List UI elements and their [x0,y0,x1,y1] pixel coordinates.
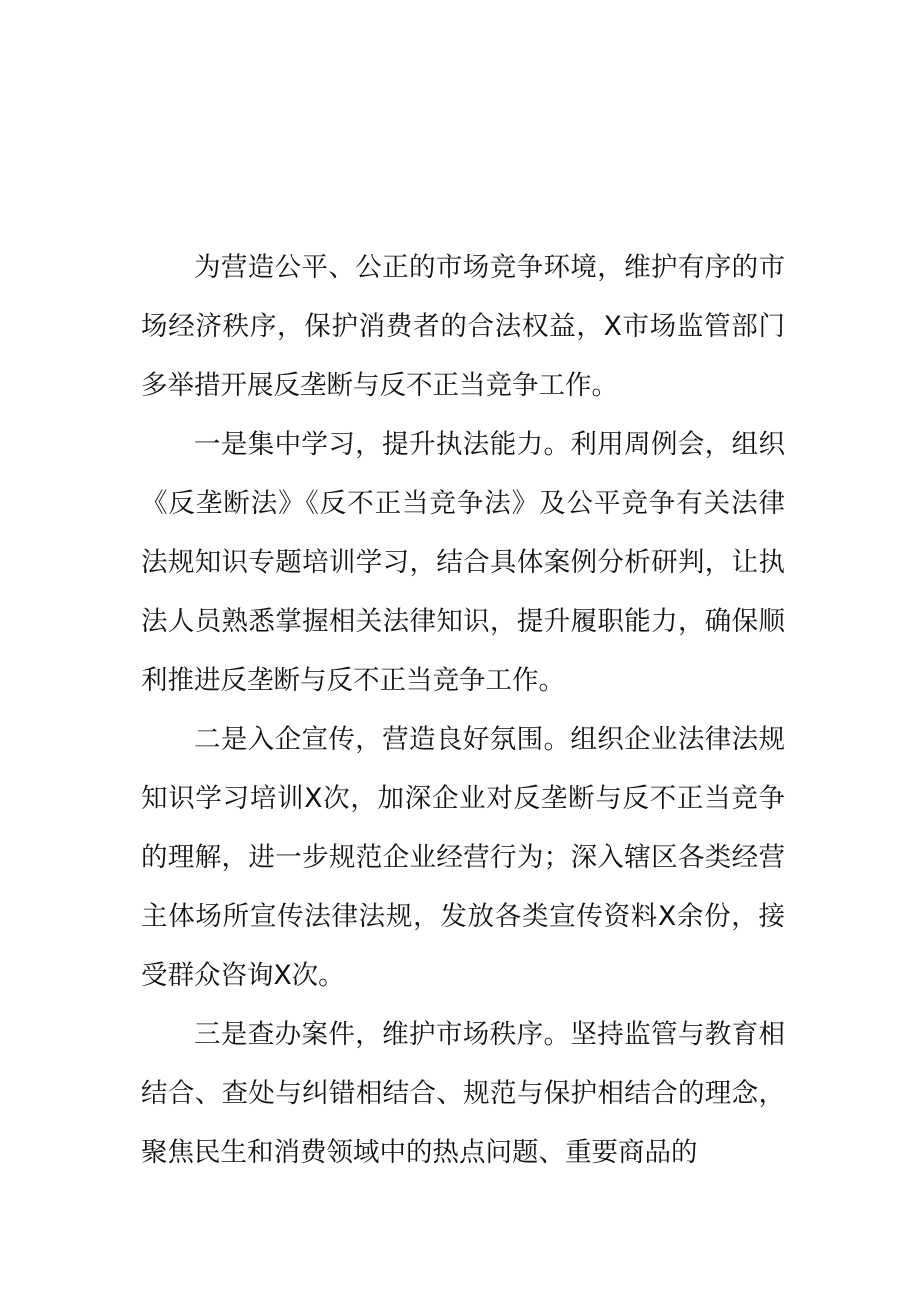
paragraph-publicity: 二是入企宣传，营造良好氛围。组织企业法律法规知识学习培训X次，加深企业对反垄断与反不正当竞争的理解，进一步规范企业经营行为；深入辖区各类经营主体场所宣传法律法规，发放各类宣传资料X余份，接受群众咨询X次。 [141,724,785,991]
paragraph-study: 一是集中学习，提升执法能力。利用周例会，组织《反垄断法》《反不正当竞争法》及公平竞争有关法律法规知识专题培训学习，结合具体案例分析研判，让执法人员熟悉掌握相关法律知识，提升履职能力，确保顺利推进反垄断与反不正当竞争工作。 [141,429,785,696]
paragraph-cases: 三是查办案件，维护市场秩序。坚持监管与教育相结合、查处与纠错相结合、规范与保护相结合的理念，聚焦民生和消费领域中的热点问题、重要商品的 [141,1019,785,1168]
document-body [141,238,785,1182]
paragraph-intro: 为营造公平、公正的市场竞争环境，维护有序的市场经济秩序，保护消费者的合法权益，X市场监管部门多举措开展反垄断与反不正当竞争工作。 [141,252,785,401]
